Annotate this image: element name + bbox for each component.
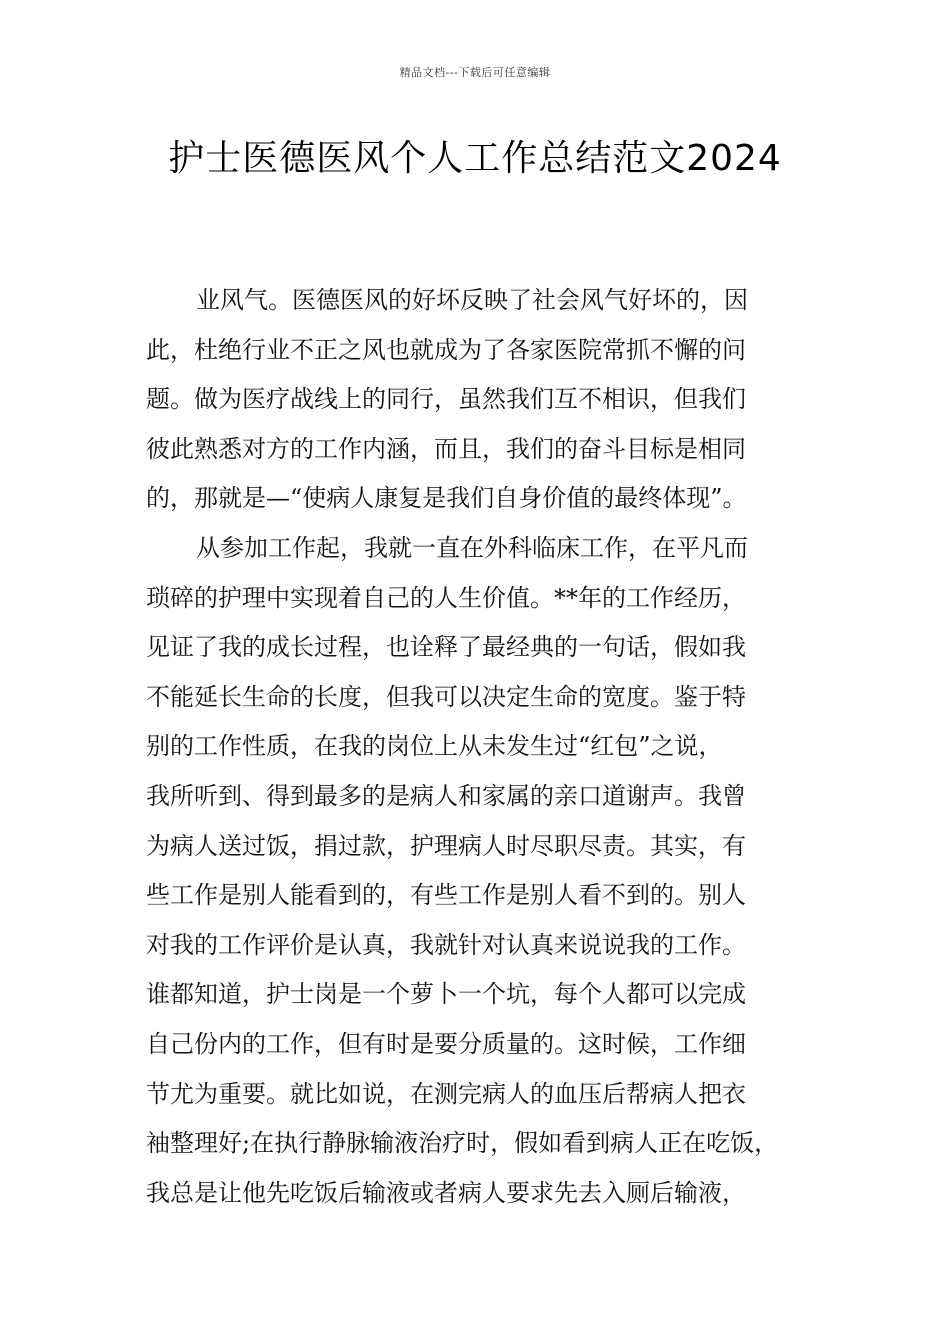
- paragraph-line: 节尤为重要。就比如说，在测完病人的血压后帮病人把衣: [146, 1079, 746, 1108]
- paragraph-line: 彼此熟悉对方的工作内涵，而且，我们的奋斗目标是相同: [146, 434, 746, 463]
- header-note: 精品文档---下载后可任意编辑: [399, 66, 551, 79]
- paragraph-line: 谁都知道，护士岗是一个萝卜一个坑，每个人都可以完成: [146, 980, 746, 1009]
- paragraph-line: 些工作是别人能看到的，有些工作是别人看不到的。别人: [146, 881, 746, 910]
- paragraph-line: 袖整理好;在执行静脉输液治疗时，假如看到病人正在吃饭，: [146, 1129, 779, 1158]
- paragraph-line: 我所听到、得到最多的是病人和家属的亲口道谢声。我曾: [146, 781, 746, 810]
- paragraph-line: 从参加工作起，我就一直在外科临床工作，在平凡而: [196, 533, 748, 562]
- paragraph-line: 别的工作性质，在我的岗位上从未发生过“红包”之说，: [146, 732, 723, 761]
- paragraph-line: 琐碎的护理中实现着自己的人生价值。**年的工作经历，: [146, 583, 746, 612]
- paragraph-line: 不能延长生命的长度，但我可以决定生命的宽度。鉴于特: [146, 682, 746, 711]
- paragraph-line: 的，那就是—“使病人康复是我们自身价值的最终体现”。: [146, 484, 747, 513]
- document-body: [146, 280, 814, 1222]
- paragraph-line: 业风气。医德医风的好坏反映了社会风气好坏的，因: [196, 286, 748, 314]
- paragraph-line: 对我的工作评价是认真，我就针对认真来说说我的工作。: [146, 930, 746, 959]
- paragraph-line: 见证了我的成长过程，也诠释了最经典的一句话，假如我: [146, 633, 746, 662]
- paragraph-line: 此，杜绝行业不正之风也就成为了各家医院常抓不懈的问: [146, 335, 746, 364]
- paragraph-line: 自己份内的工作，但有时是要分质量的。这时候，工作细: [146, 1029, 746, 1058]
- document-title: 护士医德医风个人工作总结范文2024: [168, 138, 782, 179]
- paragraph-line: 我总是让他先吃饭后输液或者病人要求先去入厕后输液，: [146, 1178, 746, 1207]
- paragraph-line: 题。做为医疗战线上的同行，虽然我们互不相识，但我们: [146, 385, 746, 414]
- paragraph-line: 为病人送过饭，捐过款，护理病人时尽职尽责。其实，有: [146, 831, 746, 860]
